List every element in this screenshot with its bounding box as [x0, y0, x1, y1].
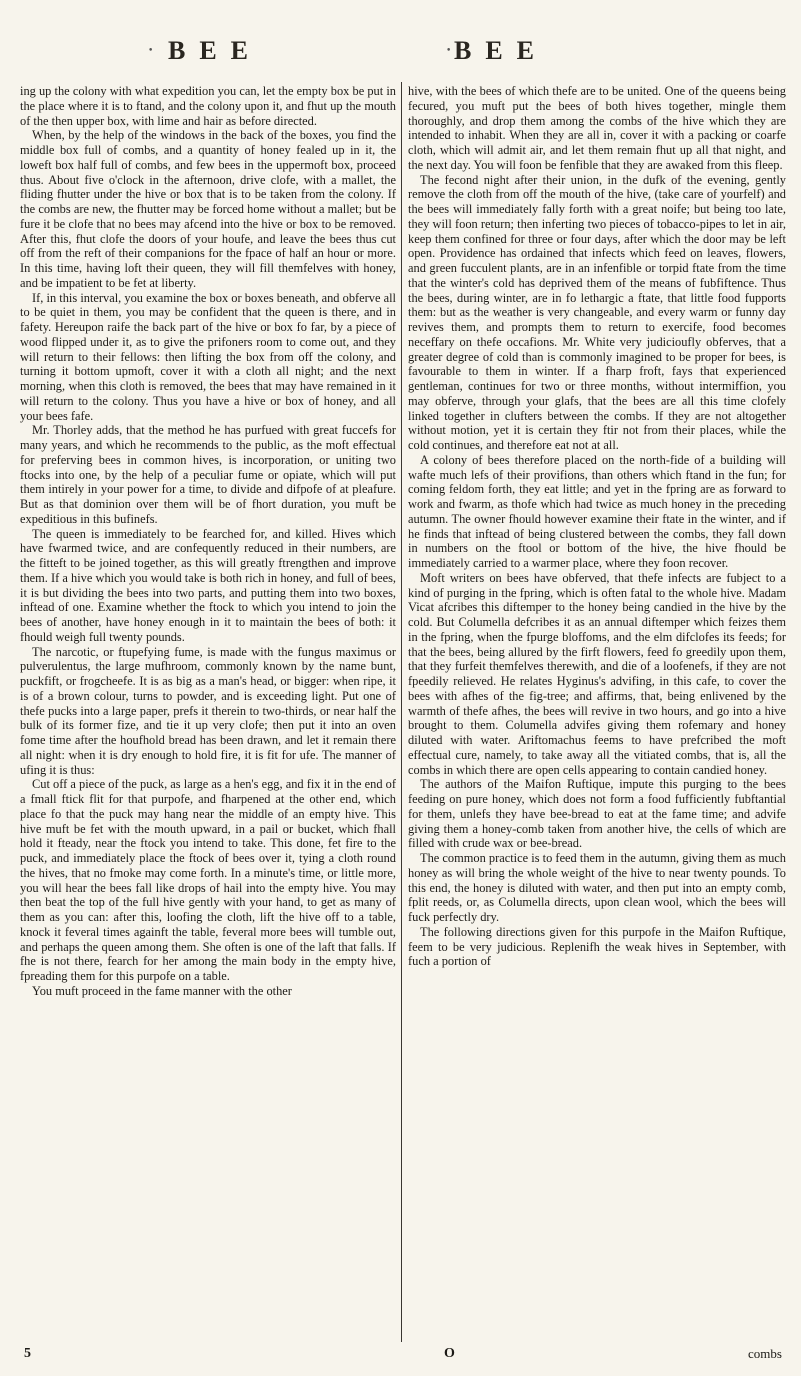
catchword: combs — [748, 1346, 782, 1361]
ornament-dot: • — [446, 46, 452, 56]
paragraph: The common practice is to feed them in the autumn, giving them as much honey as will bring the whole weight of the hive to near twenty pounds. To this end, the honey is diluted with water, and then put into an empty comb, fplit reeds, or, as Columella directs, upon clean wool, which the bees will fuck perfectly dry. — [408, 851, 786, 924]
paragraph: The following directions given for this purpofe in the Maifon Ruftique, feem to be very judicious. Replenifh the weak hives in September, with fuch a portion of — [408, 924, 786, 969]
ornament-dot: • — [148, 46, 154, 56]
paragraph: The authors of the Maifon Ruftique, impute this purging to the bees feeding on pure honey, which does not form a food fufficiently fubftantial for them, unlefs they have bee-bread to eat at the fame time; and advife giving them a honey-comb taken from another hive, the cells of which are filled with crude wax or bee-bread. — [408, 777, 786, 851]
paragraph: Mr. Thorley adds, that the method he has purfued with great fuccefs for many years, and which he recommends to the public, as the moft effectual for preferving bees in common hives, is incorporation, or uniting two ftocks into one, by the help of a peculiar fume or opiate, which will put them intirely in your power for a time, to divide and difpofe of at pleafure. But as that dominion over them will be of fhort duration, you muft be expeditious in this bufinefs. — [20, 423, 396, 526]
running-head-left: BEE — [168, 36, 263, 65]
signature-mark-right: O — [444, 1346, 455, 1361]
column-divider — [401, 82, 402, 1342]
paragraph: The narcotic, or ftupefying fume, is made with the fungus maximus or pulverulentus, the large mufhroom, commonly known by the name bunt, puckfift, or frogcheefe. It is as big as a man's head, or bigger: when ripe, it is of a brown colour, turns to powder, and is exceeding light. Put one of thefe pucks into a large paper, prefs it therein to two-thirds, or near half the bulk of its former fize, and tie it up very clofe; then put it into an oven fome time after the houfhold bread has been drawn, and let it remain there all night: when it is dry enough to hold fire, it is fit for ufe. The manner of ufing it is thus: — [20, 644, 396, 777]
paragraph: A colony of bees therefore placed on the north-fide of a building will wafte much lefs of their provifions, than others which ftand in the fun; for coming feldom forth, they eat little; and yet in the fpring are as forward to work and fwarm, as thofe which had twice as much honey in the preceding autumn. The owner fhould however examine their ftate in the winter, and if he finds that inftead of being clustered between the combs, they fall down in numbers on the ftool or bottom of the hive, the hive fhould be immediately carried to a warmer place, where they foon recover. — [408, 452, 786, 570]
running-head-right: BEE — [454, 36, 549, 65]
paragraph: When, by the help of the windows in the back of the boxes, you find the middle box full of combs, and a quantity of honey fealed up in it, the loweft box half full of combs, and few bees in the uppermoft box, proceed thus. About five o'clock in the afternoon, drive clofe, with a mallet, the fliding fhutter under the hive or box that is to be taken from the colony. If the combs are new, the fhutter may be forced home without a mallet; but be fure it be clofe that no bees may afcend into the hive or box to be removed. After this, fhut clofe the doors of your houfe, and leave the bees thus cut off from the reft of their companions for the fpace of half an hour or more. In this time, having loft their queen, they will fill themfelves with honey, and be impatient to be fet at liberty. — [20, 128, 396, 290]
paragraph: Cut off a piece of the puck, as large as a hen's egg, and fix it in the end of a fmall ftick flit for that purpofe, and fharpened at the other end, which place fo that the puck may hang near the middle of an empty hive. This hive muft be fet with the mouth upward, in a pail or bucket, which fhall hold it fteady, near the ftock you intend to take. This done, fet fire to the puck, and immediately place the ftock of bees over it, tying a cloth round the hives, that no fmoke may come forth. In a minute's time, or little more, you will hear the bees fall like drops of hail into the empty hive. You may then beat the top of the full hive gently with your hand, to get as many of them as you can: after this, loofing the cloth, lift the hive off to a table, knock it feveral times againft the table, feveral more bees will tumble out, and perhaps the queen among them. She often is one of the laft that falls. If fhe is not there, fearch for her among the main body in the empty hive, fpreading them for this purpofe on a table. — [20, 777, 396, 983]
paragraph: hive, with the bees of which thefe are to be united. One of the queens being fecured, you muft put the bees of both hives together, mingle them thoroughly, and drop them among the combs of the hive which they are intended to inhabit. When they are all in, cover it with a packing or coarfe cloth, which will admit air, and let them remain fhut up all that night, and the next day. You will foon be fenfible that they are awaked from this fleep. — [408, 84, 786, 172]
right-text-column — [408, 84, 786, 969]
paragraph: ing up the colony with what expedition you can, let the empty box be put in the place where it is to ftand, and the colony upon it, and fhut up the mouth of the then upper box, with lime and hair as before directed. — [20, 84, 396, 128]
left-text-column — [20, 84, 396, 999]
signature-mark-left: 5 — [24, 1346, 31, 1361]
paragraph: If, in this interval, you examine the box or boxes beneath, and obferve all to be quiet in them, you may be confident that the queen is there, and in fafety. Hereupon raife the back part of the hive or box fo far, by a piece of wood flipped under it, as to give the prifoners room to come out, and they will return to their fellows: then lifting the box from off the colony, and turning it bottom upmoft, cover it with a cloth all night; and the next morning, when this cloth is removed, the bees that may have remained in it will return to the colony. Thus you have a hive or box of honey, and all your bees fafe. — [20, 290, 396, 423]
paragraph: The fecond night after their union, in the dufk of the evening, gently remove the cloth from off the mouth of the hive, (take care of yourfelf) and the bees will immediately fally forth with a great noife; but being too late, they will foon return; then inferting two pieces of tobacco-pipes to let in air, keep them confined for three or four days, after which the door may be left open. Providence has ordained that infects which feed on leaves, flowers, and green fucculent plants, are in an infenfible or torpid ftate from the time that the winter's cold has deprived them of the means of fubfiftence. Thus the bees, during winter, are in fo lethargic a ftate, that little food fupports them: but as the weather is very changeable, and every warm or funny day revives them, and prompts them to return to exercife, food becomes neceffary on thefe occafions. Mr. White very judicioufly obferves, that a greater degree of cold than is commonly imagined to be proper for bees, is favourable to them in winter. If a fharp froft, fays that experienced gentleman, continues for two or three months, without intermiffion, you may obferve, through your glafs, that the bees are all this time clofely linked together in clufters between the combs. If they are not altogether without motion, yet it is certain they ftir not from their places, while the cold continues, and therefore eat not at all. — [408, 172, 786, 452]
paragraph: You muft proceed in the fame manner with the other — [32, 983, 292, 998]
paragraph: Moft writers on bees have obferved, that thefe infects are fubject to a kind of purging in the fpring, which is often fatal to the whole hive. Madam Vicat afcribes this diftemper to the honey being candied in the hive by the cold. But Columella defcribes it as an annual diftemper which feizes them in the fpring, when the fpurge bloffoms, and the elm difclofes its feeds; for that the bees, being allured by the firft flowers, feed fo greedily upon them, that they furfeit themfelves therewith, and die of a loofenefs, if they are not fpeedily relieved. He relates Hyginus's advifing, in this cafe, to cover the bees with afhes of the fig-tree; and affirms, that, being enlivened by the warmth of thefe afhes, the bees will revive in two hours, and go into a hive brought to them. Columella advifes giving them rofemary and honey diluted with water. Ariftomachus feems to have prefcribed the moft effectual cure, namely, to take away all the vitiated combs, that is, all the combs in which there are open cells appearing to contain candied honey. — [408, 570, 786, 777]
paragraph: The queen is immediately to be fearched for, and killed. Hives which have fwarmed twice, and are confequently reduced in their numbers, are the fitteft to be joined together, as this will greatly ftrengthen and improve them. If a hive which you would take is both rich in honey, and full of bees, it is but dividing the bees into two parts, and putting them into two boxes, inftead of one. Examine whether the ftock to which you intend to join the bees of another, have honey enough in it to maintain the bees of both: it fhould weigh full twenty pounds. — [20, 526, 396, 644]
